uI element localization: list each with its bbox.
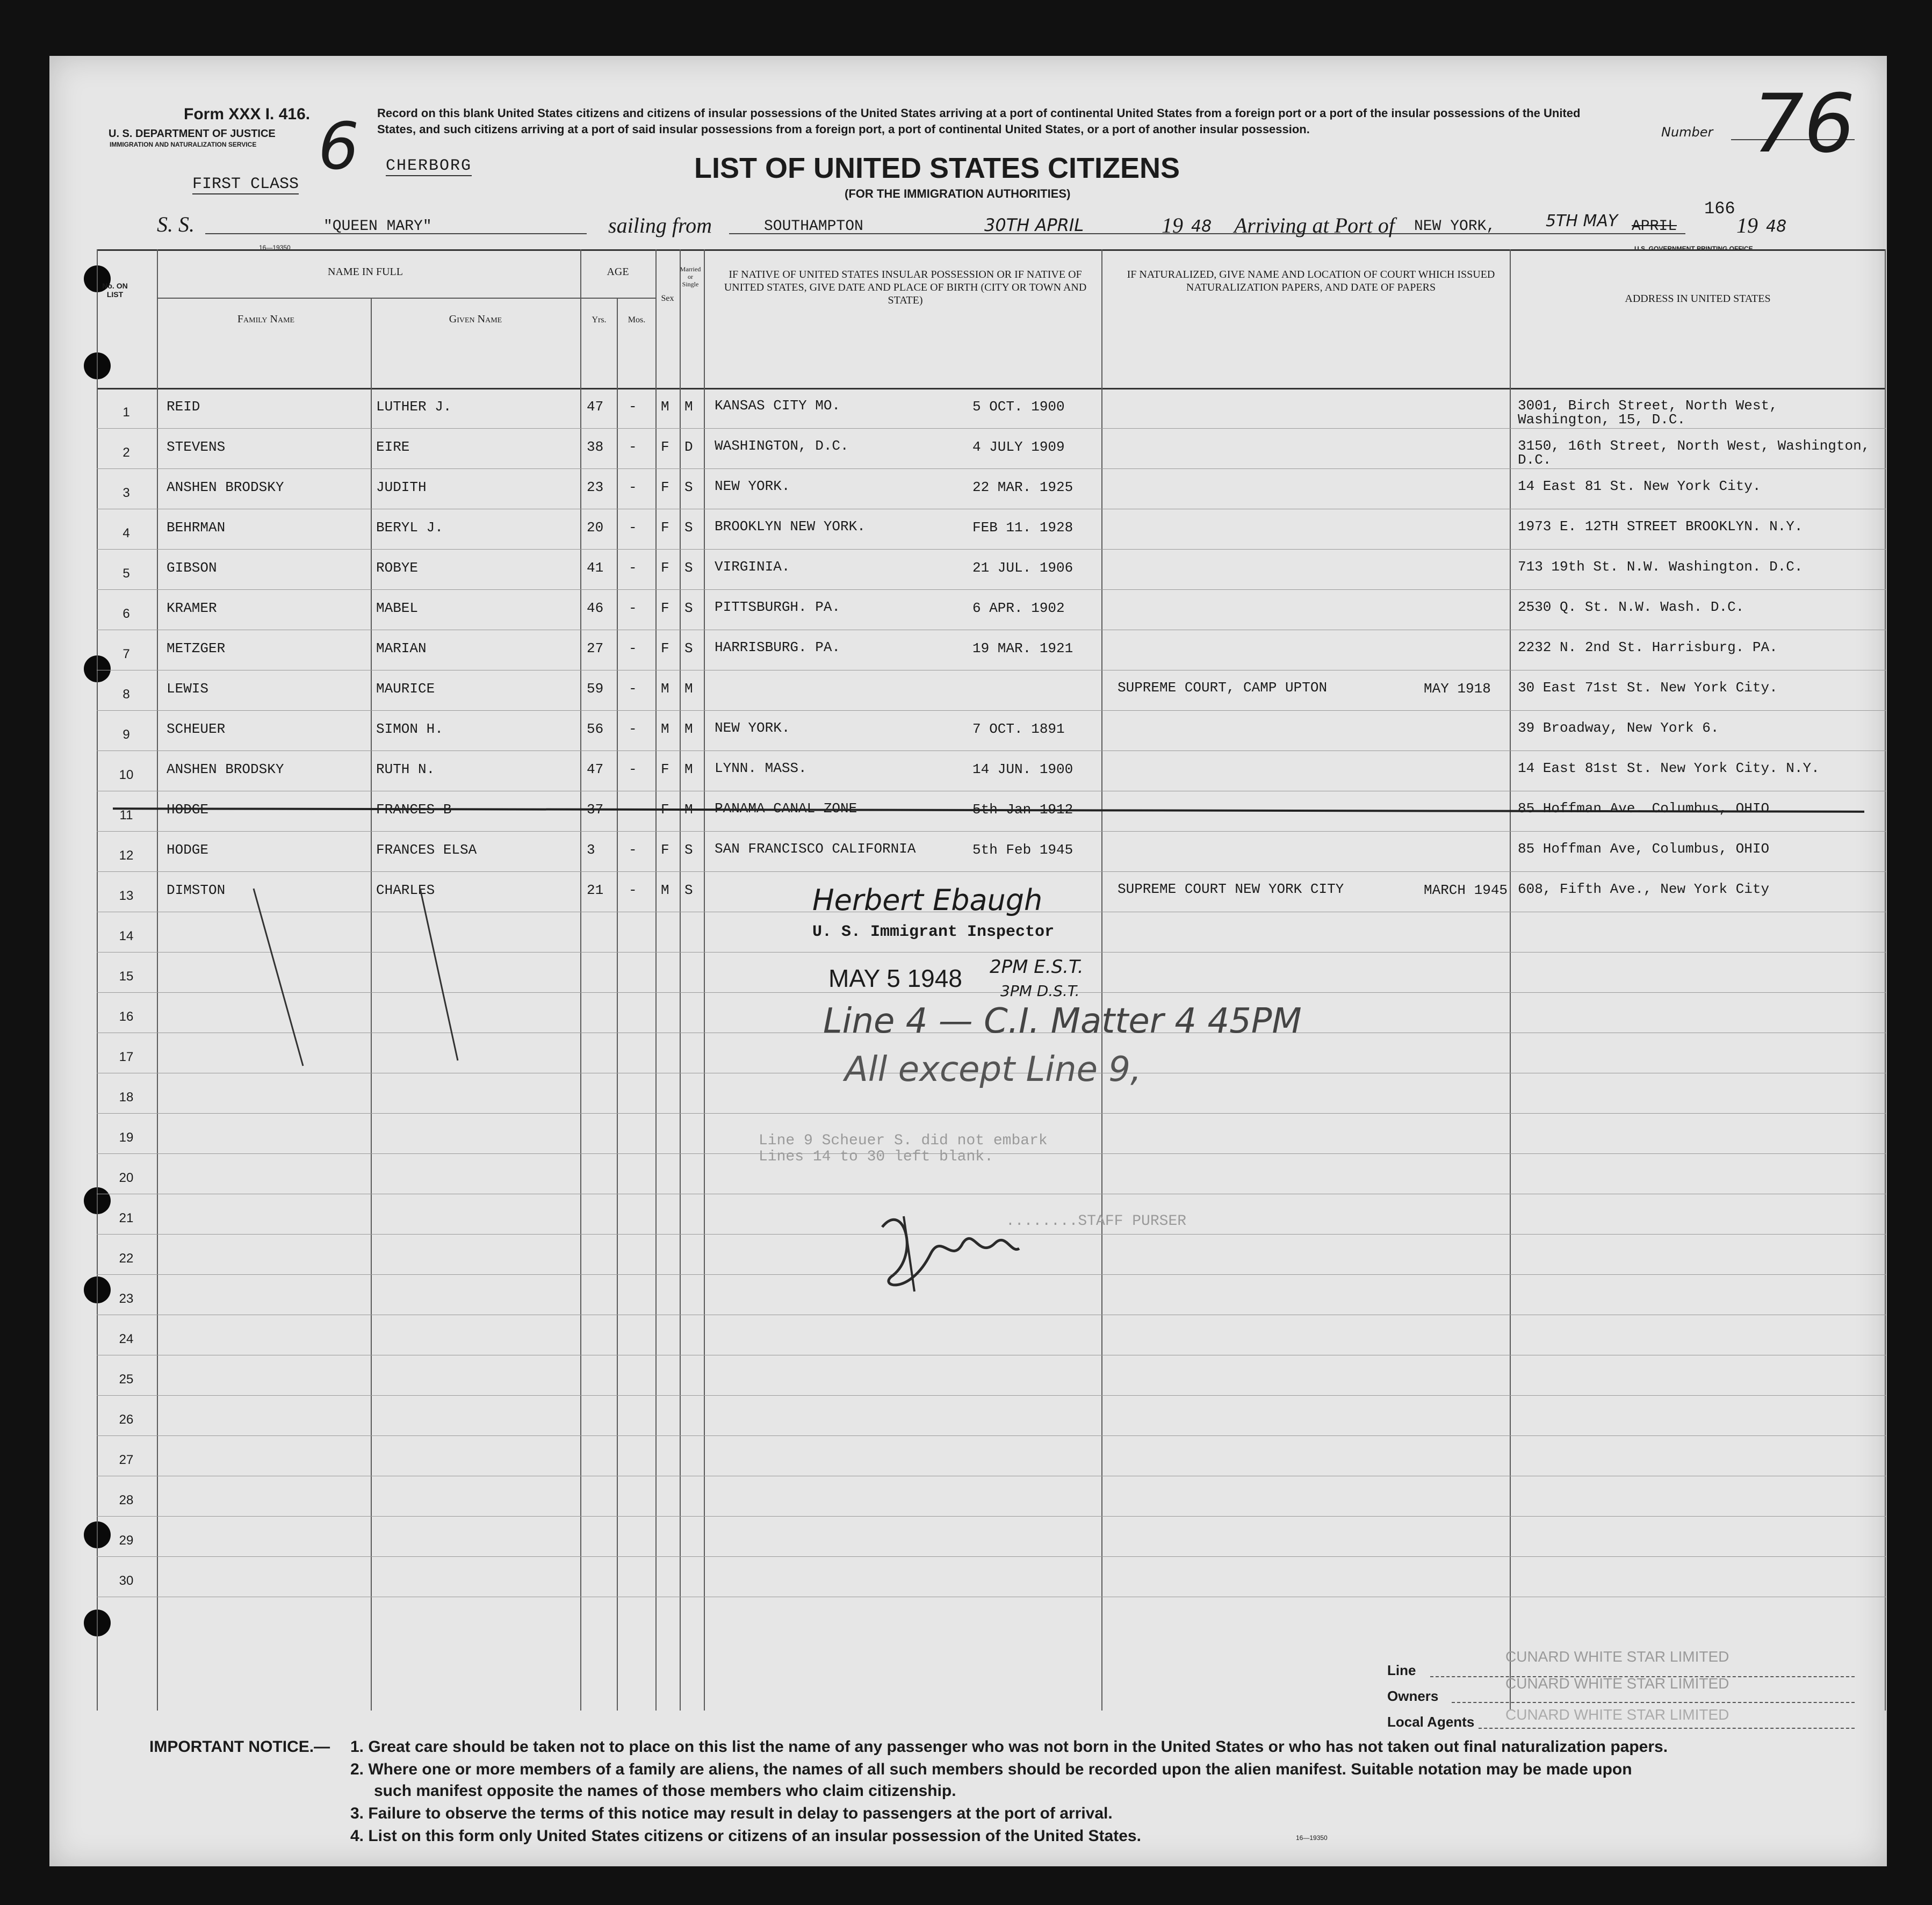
row-number: 17: [119, 1050, 134, 1064]
notice-title: IMPORTANT NOTICE.—: [149, 1738, 330, 1756]
age-years-cell: 21: [587, 882, 604, 898]
family-name-cell: GIBSON: [167, 560, 217, 576]
notice-4: 4. List on this form only United States citizens or citizens of an insular possession of the United States.: [350, 1827, 1141, 1845]
birth-date-cell: 6 APR. 1902: [972, 600, 1065, 616]
birth-date-cell: 5th Feb 1945: [972, 842, 1073, 858]
marital-status-cell: S: [684, 600, 693, 616]
row-number: 20: [119, 1171, 134, 1185]
given-name-cell: JUDITH: [376, 479, 427, 495]
age-months-cell: -: [629, 399, 637, 415]
sex-cell: M: [661, 399, 669, 415]
table-top-border: [97, 249, 1886, 251]
number-value: 76: [1753, 77, 1855, 171]
row-number: 11: [119, 808, 133, 822]
row-number: 25: [119, 1372, 134, 1387]
address-cell: 608, Fifth Ave., New York City: [1518, 881, 1770, 897]
age-years-cell: 56: [587, 721, 604, 737]
row-number: 19: [119, 1130, 134, 1145]
arrival-port: NEW YORK,: [1414, 218, 1496, 235]
row-number: 3: [122, 486, 130, 500]
marital-status-cell: S: [684, 640, 693, 656]
birth-place-cell: KANSAS CITY MO.: [715, 398, 841, 414]
family-name-cell: ANSHEN BRODSKY: [167, 479, 284, 495]
address-cell: 30 East 71st St. New York City.: [1518, 680, 1778, 696]
age-months-cell: -: [629, 681, 637, 697]
address-cell: 14 East 81 St. New York City.: [1518, 478, 1761, 494]
row-number: 16: [119, 1009, 134, 1024]
ditto-strokes: [243, 883, 511, 1109]
sex-cell: F: [661, 479, 669, 495]
age-years-cell: 38: [587, 439, 604, 455]
family-name-cell: METZGER: [167, 640, 226, 656]
marital-status-cell: M: [684, 802, 693, 818]
arrival-struck: APRIL: [1632, 218, 1677, 235]
row-number: 2: [122, 445, 130, 460]
age-years-cell: 23: [587, 479, 604, 495]
family-name-cell: REID: [167, 399, 200, 415]
sex-cell: F: [661, 560, 669, 576]
inspector-signature: Herbert Ebaugh: [812, 883, 1043, 917]
est-time: 2PM E.S.T.: [990, 956, 1084, 978]
col-given-name: Given Name: [449, 313, 502, 325]
row-number: 9: [122, 727, 130, 742]
given-name-cell: ROBYE: [376, 560, 419, 576]
family-name-cell: STEVENS: [167, 439, 226, 455]
row-rule: [97, 1113, 1886, 1114]
row-number: 4: [122, 526, 130, 540]
sex-cell: F: [661, 519, 669, 536]
age-years-cell: 47: [587, 761, 604, 777]
col-sex: Sex: [661, 294, 674, 303]
service: IMMIGRATION AND NATURALIZATION SERVICE: [110, 141, 257, 148]
departure-year-prefix: 19: [1162, 213, 1183, 237]
birth-date-cell: 7 OCT. 1891: [972, 721, 1065, 737]
birth-date-cell: 14 JUN. 1900: [972, 761, 1073, 777]
marital-status-cell: M: [684, 761, 693, 777]
age-months-cell: -: [629, 802, 637, 818]
age-years-cell: 41: [587, 560, 604, 576]
inspector-title: U. S. Immigrant Inspector: [812, 923, 1055, 941]
agents-underline: [1479, 1728, 1855, 1729]
row-rule: [97, 871, 1886, 872]
birth-date-cell: 4 JULY 1909: [972, 439, 1065, 455]
given-name-cell: CHARLES: [376, 882, 435, 898]
marital-status-cell: S: [684, 560, 693, 576]
row-number: 10: [119, 768, 134, 782]
sex-cell: F: [661, 640, 669, 656]
arriving-label: Arriving at Port of: [1234, 213, 1395, 237]
row-number: 24: [119, 1332, 134, 1346]
age-months-cell: -: [629, 560, 637, 576]
address-cell: 85 Hoffman Ave, Columbus, OHIO: [1518, 841, 1770, 857]
row-rule: [97, 1435, 1886, 1436]
address-cell: 713 19th St. N.W. Washington. D.C.: [1518, 559, 1803, 575]
row-number: 23: [119, 1291, 134, 1306]
birth-place-cell: PITTSBURGH. PA.: [715, 599, 841, 615]
age-months-cell: -: [629, 882, 637, 898]
sex-cell: M: [661, 681, 669, 697]
address-cell: 1973 E. 12TH STREET BROOKLYN. N.Y.: [1518, 518, 1803, 535]
page-mark: 6: [318, 110, 359, 184]
given-name-cell: EIRE: [376, 439, 410, 455]
printer-mark: U.S. GOVERNMENT PRINTING OFFICE: [1634, 245, 1753, 252]
birth-place-cell: WASHINGTON, D.C.: [715, 438, 849, 454]
sex-cell: F: [661, 439, 669, 455]
page-subtitle: (FOR THE IMMIGRATION AUTHORITIES): [845, 187, 1071, 200]
col-yrs: Yrs.: [592, 315, 607, 324]
family-name-cell: ANSHEN BRODSKY: [167, 761, 284, 777]
class-label: FIRST CLASS: [192, 175, 299, 193]
row-number: 14: [119, 929, 134, 943]
sailing-from: SOUTHAMPTON: [764, 218, 863, 235]
company-stamp-owners: CUNARD WHITE STAR LIMITED: [1505, 1675, 1729, 1692]
given-name-cell: MARIAN: [376, 640, 427, 656]
marital-status-cell: M: [684, 399, 693, 415]
given-name-cell: RUTH N.: [376, 761, 435, 777]
age-years-cell: 20: [587, 519, 604, 536]
age-months-cell: -: [629, 479, 637, 495]
col-no: No. ON LIST: [102, 282, 128, 299]
sex-cell: F: [661, 761, 669, 777]
naturalization-date-cell: MAY 1918: [1424, 681, 1491, 697]
birth-place-cell: VIRGINIA.: [715, 559, 790, 575]
company-stamp-line: CUNARD WHITE STAR LIMITED: [1505, 1648, 1729, 1665]
row-number: 13: [119, 889, 134, 903]
birth-place-cell: NEW YORK.: [715, 720, 790, 736]
row-number: 28: [119, 1493, 134, 1507]
row-number: 21: [119, 1211, 134, 1225]
row-rule: [97, 1516, 1886, 1517]
sailing-from-label: sailing from: [608, 213, 712, 237]
typed-note-2: Lines 14 to 30 left blank.: [759, 1149, 993, 1165]
row-rule: [97, 468, 1886, 469]
address-cell: 39 Broadway, New York 6.: [1518, 720, 1719, 736]
given-name-cell: FRANCES B: [376, 802, 452, 818]
col-age: AGE: [607, 266, 629, 278]
marital-status-cell: M: [684, 721, 693, 737]
col-address: ADDRESS IN UNITED STATES: [1625, 293, 1771, 305]
age-months-cell: -: [629, 439, 637, 455]
address-cell: 14 East 81st St. New York City. N.Y.: [1518, 760, 1820, 776]
rule: [617, 298, 618, 1711]
arrival-date: 5TH MAY: [1546, 212, 1618, 230]
arrival-code: 166: [1704, 199, 1735, 219]
birth-place-cell: PANAMA CANAL ZONE: [715, 800, 857, 817]
row-number: 1: [122, 405, 130, 420]
given-name-cell: FRANCES ELSA: [376, 842, 477, 858]
address-cell: 3150, 16th Street, North West, Washington, D.C.: [1518, 438, 1870, 468]
page-title: LIST OF UNITED STATES CITIZENS: [694, 152, 1180, 184]
age-years-cell: 37: [587, 802, 604, 818]
col-family-name: Family Name: [237, 313, 295, 325]
row-rule: [97, 549, 1886, 550]
hand-note-2: All except Line 9,: [845, 1050, 1142, 1089]
marital-status-cell: S: [684, 479, 693, 495]
row-number: 18: [119, 1090, 134, 1105]
manifest-sheet: [49, 56, 1887, 1866]
birth-place-cell: BROOKLYN NEW YORK.: [715, 518, 866, 535]
age-months-cell: -: [629, 519, 637, 536]
birth-date-cell: 5th Jan 1912: [972, 802, 1073, 818]
col-name-in-full: NAME IN FULL: [328, 266, 403, 278]
birth-place-cell: NEW YORK.: [715, 478, 790, 494]
naturalization-court-cell: SUPREME COURT, CAMP UPTON: [1118, 680, 1328, 696]
given-name-cell: LUTHER J.: [376, 399, 452, 415]
age-months-cell: -: [629, 721, 637, 737]
sex-cell: F: [661, 842, 669, 858]
family-name-cell: SCHEUER: [167, 721, 226, 737]
agents-label: Local Agents: [1387, 1714, 1475, 1730]
given-name-cell: BERYL J.: [376, 519, 443, 536]
address-cell: 85 Hoffman Ave. Columbus, OHIO: [1518, 800, 1770, 817]
address-cell: 3001, Birch Street, North West, Washington, 15, D.C.: [1518, 398, 1778, 428]
name-header-rule: [157, 298, 580, 299]
row-number: 26: [119, 1412, 134, 1427]
purser-label: ........STAFF PURSER: [1006, 1213, 1187, 1230]
marital-status-cell: M: [684, 681, 693, 697]
family-name-cell: HODGE: [167, 802, 209, 818]
row-number: 6: [122, 607, 130, 621]
family-name-cell: DIMSTON: [167, 882, 226, 898]
age-years-cell: 59: [587, 681, 604, 697]
age-years-cell: 47: [587, 399, 604, 415]
given-name-cell: MABEL: [376, 600, 419, 616]
ss-label: S. S.: [157, 212, 194, 236]
age-months-cell: -: [629, 842, 637, 858]
row-number: 8: [122, 687, 130, 702]
family-name-cell: BEHRMAN: [167, 519, 226, 536]
arrival-year: 48: [1766, 217, 1787, 236]
notice-2a: 2. Where one or more members of a family are aliens, the names of all such members should be recorded upon the alien manifest. Suitable notation may be made upon: [350, 1760, 1632, 1778]
table-header-bottom: [97, 388, 1886, 389]
sex-cell: M: [661, 721, 669, 737]
dst-time: 3PM D.S.T.: [1000, 982, 1080, 1000]
birth-date-cell: FEB 11. 1928: [972, 519, 1073, 536]
age-months-cell: -: [629, 600, 637, 616]
sex-cell: M: [661, 882, 669, 898]
col-mos: Mos.: [628, 315, 646, 324]
row-number: 15: [119, 969, 134, 984]
row-number: 7: [122, 647, 130, 661]
birth-place-cell: HARRISBURG. PA.: [715, 639, 841, 655]
age-months-cell: -: [629, 761, 637, 777]
notice-3: 3. Failure to observe the terms of this notice may result in delay to passengers at the port of arrival.: [350, 1805, 1113, 1822]
col-married: Married or Single: [680, 265, 701, 288]
typed-note-1: Line 9 Scheuer S. did not embark: [759, 1132, 1048, 1149]
family-name-cell: HODGE: [167, 842, 209, 858]
sex-cell: F: [661, 802, 669, 818]
port-stamp: CHERBORG: [386, 157, 472, 175]
birth-date-cell: 19 MAR. 1921: [972, 640, 1073, 656]
family-name-cell: KRAMER: [167, 600, 217, 616]
row-number: 29: [119, 1533, 134, 1548]
departure-date: 30TH APRIL: [984, 215, 1084, 235]
row-rule: [97, 428, 1886, 429]
col-naturalized: IF NATURALIZED, GIVE NAME AND LOCATION OF COURT WHICH ISSUED NATURALIZATION PAPERS, AND DATE OF PAPERS: [1127, 269, 1495, 293]
line-label: Line: [1387, 1662, 1416, 1678]
purser-signature: [871, 1195, 1022, 1302]
row-rule: [97, 710, 1886, 711]
age-header-rule: [580, 298, 655, 299]
address-cell: 2530 Q. St. N.W. Wash. D.C.: [1518, 599, 1744, 615]
row-number: 12: [119, 848, 134, 863]
number-label: Number: [1661, 125, 1713, 140]
birth-place-cell: SAN FRANCISCO CALIFORNIA: [715, 841, 916, 857]
naturalization-date-cell: MARCH 1945: [1424, 882, 1508, 898]
birth-place-cell: LYNN. MASS.: [715, 760, 807, 776]
birth-date-cell: 21 JUL. 1906: [972, 560, 1073, 576]
sex-cell: F: [661, 600, 669, 616]
notice-1: 1. Great care should be taken not to place on this list the name of any passenger who was not born in the United States or who has not taken out final naturalization papers.: [350, 1738, 1668, 1756]
row-rule: [97, 831, 1886, 832]
address-cell: 2232 N. 2nd St. Harrisburg. PA.: [1518, 639, 1778, 655]
col-birth: IF NATIVE OF UNITED STATES INSULAR POSSESSION OR IF NATIVE OF UNITED STATES, GIVE DATE AND PLACE OF BIRTH (CITY OR TOWN AND STATE): [724, 269, 1087, 306]
ship-name: "QUEEN MARY": [323, 218, 432, 235]
departure-year: 48: [1191, 217, 1212, 236]
row-number: 30: [119, 1574, 134, 1588]
row-rule: [97, 589, 1886, 590]
form-number: Form XXX I. 416.: [184, 105, 311, 123]
age-years-cell: 46: [587, 600, 604, 616]
row-rule: [97, 1556, 1886, 1557]
arrival-year-prefix: 19: [1736, 213, 1758, 237]
row-number: 22: [119, 1251, 134, 1266]
record-instructions: Record on this blank United States citizens and citizens of insular possessions of the United States arriving at a port of continental United States from a foreign port or a port of the insular possessions of the United States, and such citizens arriving at a port of said insular possessions from a foreign port, a port of continental United States, or a port of another insular possession.: [377, 106, 1581, 136]
hand-note-1: Line 4 — C.I. Matter 4 45PM: [823, 1001, 1302, 1041]
marital-status-cell: S: [684, 519, 693, 536]
form-code-top: 16—19350: [259, 244, 291, 251]
given-name-cell: SIMON H.: [376, 721, 443, 737]
row-rule: [97, 1395, 1886, 1396]
age-years-cell: 3: [587, 842, 595, 858]
age-months-cell: -: [629, 640, 637, 656]
age-years-cell: 27: [587, 640, 604, 656]
department: U. S. DEPARTMENT OF JUSTICE: [109, 128, 276, 140]
family-name-cell: LEWIS: [167, 681, 209, 697]
row-number: 5: [122, 566, 130, 581]
owners-label: Owners: [1387, 1688, 1439, 1704]
naturalization-court-cell: SUPREME COURT NEW YORK CITY: [1118, 881, 1344, 897]
owners-underline: [1452, 1702, 1855, 1703]
row-number: 27: [119, 1453, 134, 1467]
notice-2b: such manifest opposite the names of those members who claim citizenship.: [374, 1782, 956, 1800]
marital-status-cell: S: [684, 842, 693, 858]
birth-date-cell: 22 MAR. 1925: [972, 479, 1073, 495]
form-code-bottom: 16—19350: [1296, 1834, 1328, 1842]
marital-status-cell: S: [684, 882, 693, 898]
given-name-cell: MAURICE: [376, 681, 435, 697]
company-stamp-agents: CUNARD WHITE STAR LIMITED: [1505, 1706, 1729, 1723]
stamp-date: MAY 5 1948: [828, 964, 962, 992]
birth-date-cell: 5 OCT. 1900: [972, 399, 1065, 415]
marital-status-cell: D: [684, 439, 693, 455]
